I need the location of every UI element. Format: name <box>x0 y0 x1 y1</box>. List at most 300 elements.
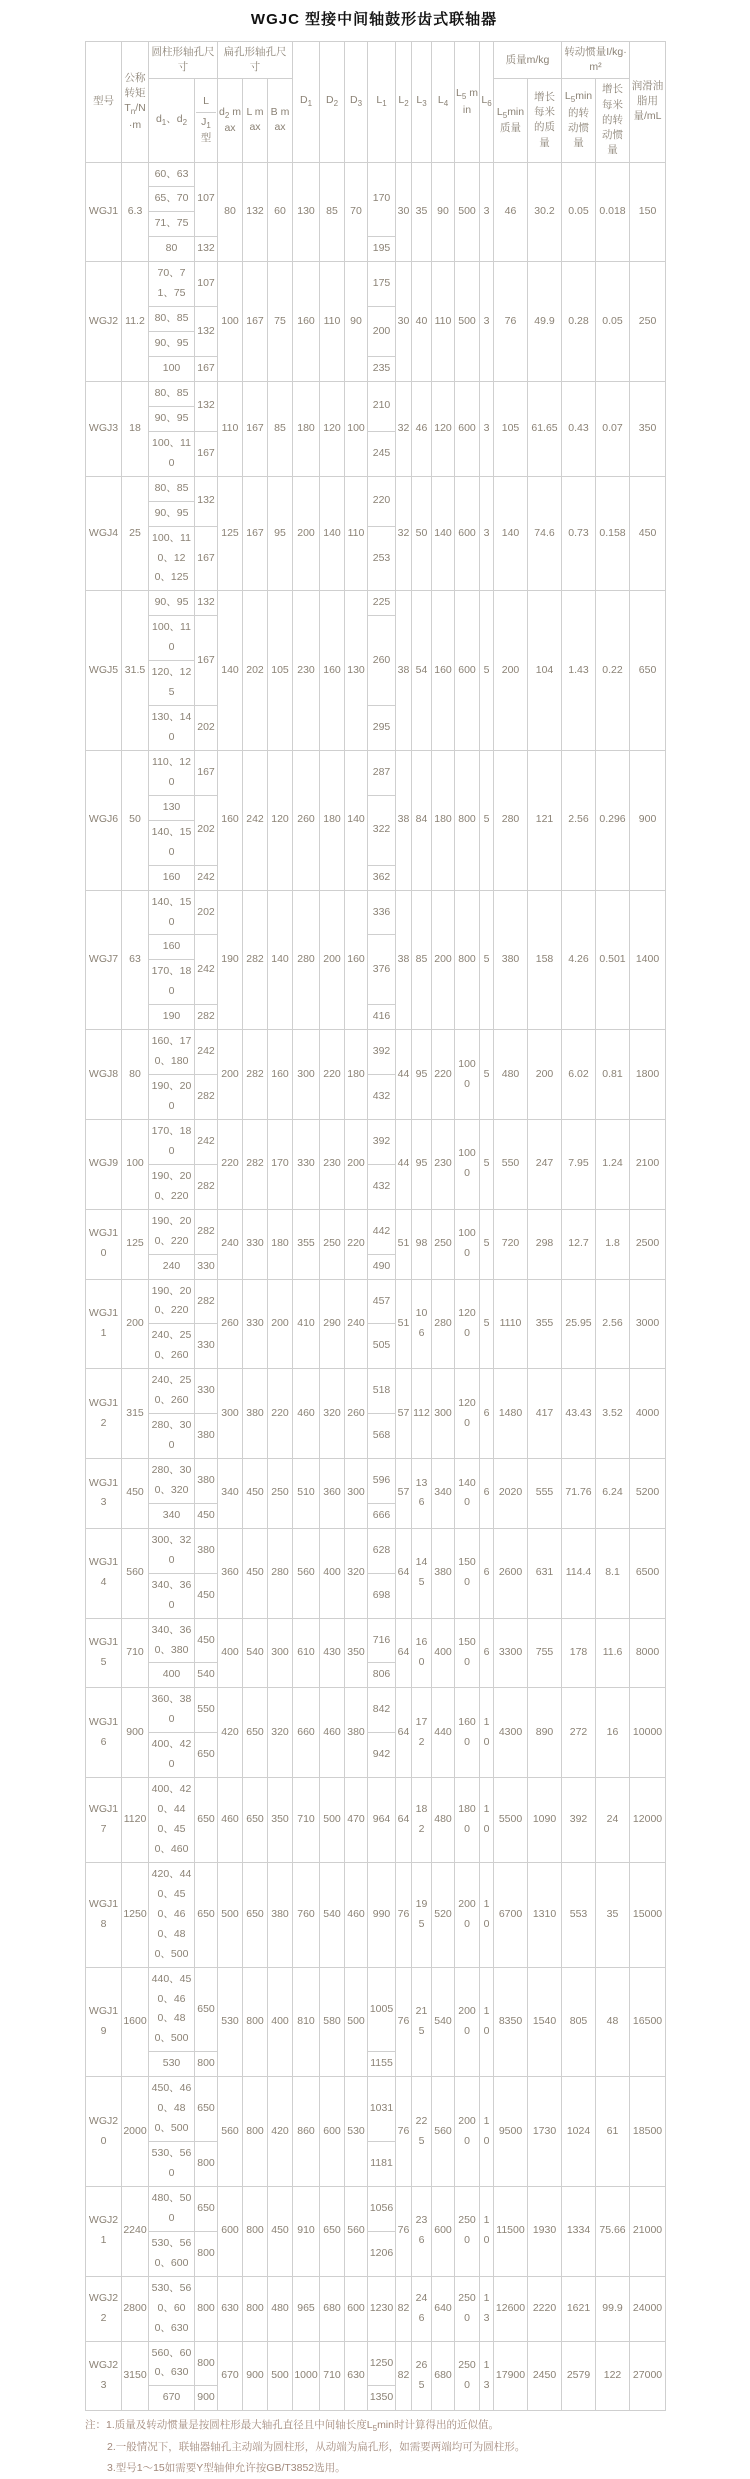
bore-L-cell: 650 <box>195 1862 218 1967</box>
D1-cell: 355 <box>293 1209 320 1279</box>
torque-cell: 450 <box>122 1459 149 1529</box>
bore-d-cell: 100、110 <box>149 616 195 661</box>
d2max-cell: 80 <box>218 162 243 262</box>
inertia_L5min-cell: 25.95 <box>562 1279 596 1369</box>
d2max-cell: 200 <box>218 1030 243 1120</box>
Bmax-cell: 380 <box>268 1862 293 1967</box>
D2-cell: 160 <box>320 591 345 751</box>
L2-cell: 51 <box>396 1209 412 1279</box>
L2-cell: 82 <box>396 2341 412 2411</box>
grease-cell: 1400 <box>630 890 666 1030</box>
D3-cell: 220 <box>345 1209 368 1279</box>
L6-cell: 5 <box>480 890 494 1030</box>
L4-cell: 230 <box>432 1119 455 1209</box>
bore-d-cell: 130、140 <box>149 706 195 751</box>
inertia_L5min-cell: 0.28 <box>562 262 596 382</box>
Bmax-cell: 300 <box>268 1618 293 1688</box>
mass_L5min-cell: 480 <box>494 1030 528 1120</box>
Lmax-cell: 282 <box>243 1119 268 1209</box>
bore-L-cell: 650 <box>195 2077 218 2142</box>
bore-L-cell: 900 <box>195 2386 218 2411</box>
bore-d-cell: 240、250、260 <box>149 1369 195 1414</box>
inertia_per_m-cell: 75.66 <box>596 2186 630 2276</box>
bore-L-cell: 167 <box>195 616 218 706</box>
inertia_L5min-cell: 1024 <box>562 2077 596 2187</box>
table-row-WGJ14 <box>86 1528 666 1573</box>
L5min-cell: 2000 <box>455 2077 480 2187</box>
torque-cell: 710 <box>122 1618 149 1688</box>
model-cell: WGJ20 <box>86 2077 122 2187</box>
grease-cell: 12000 <box>630 1778 666 1863</box>
L5min-cell: 600 <box>455 591 480 751</box>
inertia_per_m-cell: 6.24 <box>596 1459 630 1529</box>
inertia_L5min-cell: 553 <box>562 1862 596 1967</box>
bore-d-cell: 340 <box>149 1503 195 1528</box>
D1-cell: 710 <box>293 1778 320 1863</box>
L2-cell: 38 <box>396 890 412 1030</box>
D2-cell: 230 <box>320 1119 345 1209</box>
D2-cell: 360 <box>320 1459 345 1529</box>
L2-cell: 76 <box>396 1967 412 2077</box>
bore-d-cell: 90、95 <box>149 332 195 357</box>
bore-L-cell: 242 <box>195 865 218 890</box>
D1-cell: 160 <box>293 262 320 382</box>
inertia_L5min-cell: 272 <box>562 1688 596 1778</box>
Bmax-cell: 120 <box>268 750 293 890</box>
inertia_per_m-cell: 0.22 <box>596 591 630 751</box>
table-row-WGJ9 <box>86 1119 666 1164</box>
inertia_L5min-cell: 1621 <box>562 2276 596 2341</box>
Bmax-cell: 60 <box>268 162 293 262</box>
D1-cell: 910 <box>293 2186 320 2276</box>
L4-cell: 440 <box>432 1688 455 1778</box>
bore-L-cell: 132 <box>195 307 218 357</box>
bore-L-cell: 242 <box>195 1119 218 1164</box>
bore-d-cell: 530、560、600 <box>149 2231 195 2276</box>
D2-cell: 710 <box>320 2341 345 2411</box>
bore-d-cell: 420、440、450、460、480、500 <box>149 1862 195 1967</box>
bore-d-cell: 110、120 <box>149 750 195 795</box>
D2-cell: 220 <box>320 1030 345 1120</box>
L2-cell: 38 <box>396 750 412 890</box>
bore-L-cell: 282 <box>195 1279 218 1324</box>
D2-cell: 200 <box>320 890 345 1030</box>
L2-cell: 76 <box>396 2186 412 2276</box>
L4-cell: 120 <box>432 381 455 476</box>
torque-cell: 2800 <box>122 2276 149 2341</box>
model-cell: WGJ9 <box>86 1119 122 1209</box>
inertia_per_m-cell: 2.56 <box>596 1279 630 1369</box>
grease-cell: 24000 <box>630 2276 666 2341</box>
D1-cell: 200 <box>293 476 320 591</box>
L4-cell: 200 <box>432 890 455 1030</box>
torque-cell: 1600 <box>122 1967 149 2077</box>
col-header-L3: $L_3$ <box>412 42 432 163</box>
L1-cell: 1230 <box>368 2276 396 2341</box>
mass_per_m-cell: 2220 <box>528 2276 562 2341</box>
D3-cell: 470 <box>345 1778 368 1863</box>
D1-cell: 130 <box>293 162 320 262</box>
mass_per_m-cell: 555 <box>528 1459 562 1529</box>
bore-L-cell: 380 <box>195 1528 218 1573</box>
L1-cell: 245 <box>368 431 396 476</box>
L5min-cell: 2500 <box>455 2186 480 2276</box>
mass_L5min-cell: 720 <box>494 1209 528 1279</box>
table-row-WGJ3 <box>86 381 666 406</box>
col-header-mass-L5min: $L_5\min$ 质量 <box>494 79 528 162</box>
inertia_per_m-cell: 48 <box>596 1967 630 2077</box>
L5min-cell: 1400 <box>455 1459 480 1529</box>
bore-d-cell: 400、420、440、450、460 <box>149 1778 195 1863</box>
d2max-cell: 560 <box>218 2077 243 2187</box>
bore-L-cell: 650 <box>195 2186 218 2231</box>
L3-cell: 35 <box>412 162 432 262</box>
bore-L-cell: 202 <box>195 706 218 751</box>
mass_per_m-cell: 121 <box>528 750 562 890</box>
mass_L5min-cell: 3300 <box>494 1618 528 1688</box>
L5min-cell: 800 <box>455 750 480 890</box>
D3-cell: 560 <box>345 2186 368 2276</box>
mass_L5min-cell: 2600 <box>494 1528 528 1618</box>
Lmax-cell: 900 <box>243 2341 268 2411</box>
mass_L5min-cell: 200 <box>494 591 528 751</box>
d2max-cell: 140 <box>218 591 243 751</box>
L2-cell: 57 <box>396 1369 412 1459</box>
mass_per_m-cell: 30.2 <box>528 162 562 262</box>
torque-cell: 2240 <box>122 2186 149 2276</box>
Bmax-cell: 500 <box>268 2341 293 2411</box>
header-J1-type-label: $J_1$型 <box>200 115 212 145</box>
model-cell: WGJ6 <box>86 750 122 890</box>
bore-d-cell: 560、600、630 <box>149 2341 195 2386</box>
mass_L5min-cell: 6700 <box>494 1862 528 1967</box>
bore-d-cell: 80 <box>149 237 195 262</box>
grease-cell: 250 <box>630 262 666 382</box>
bore-L-cell: 450 <box>195 1573 218 1618</box>
bore-d-cell: 190、200、220 <box>149 1209 195 1254</box>
L3-cell: 85 <box>412 890 432 1030</box>
mass_L5min-cell: 5500 <box>494 1778 528 1863</box>
L5min-cell: 2500 <box>455 2276 480 2341</box>
model-cell: WGJ8 <box>86 1030 122 1120</box>
mass_L5min-cell: 17900 <box>494 2341 528 2411</box>
spec-table-header <box>86 42 666 163</box>
L6-cell: 5 <box>480 1209 494 1279</box>
L1-cell: 698 <box>368 1573 396 1618</box>
mass_per_m-cell: 1090 <box>528 1778 562 1863</box>
bore-d-cell: 100、110 <box>149 431 195 476</box>
D3-cell: 180 <box>345 1030 368 1120</box>
bore-d-cell: 280、300 <box>149 1414 195 1459</box>
L4-cell: 540 <box>432 1967 455 2077</box>
Lmax-cell: 800 <box>243 1967 268 2077</box>
grease-cell: 150 <box>630 162 666 262</box>
L6-cell: 5 <box>480 1030 494 1120</box>
col-header-L5min: $L_5$ min <box>455 42 480 163</box>
bore-L-cell: 167 <box>195 750 218 795</box>
grease-cell: 450 <box>630 476 666 591</box>
D2-cell: 400 <box>320 1528 345 1618</box>
table-row-WGJ21 <box>86 2186 666 2231</box>
D1-cell: 410 <box>293 1279 320 1369</box>
D3-cell: 630 <box>345 2341 368 2411</box>
L1-cell: 416 <box>368 1005 396 1030</box>
D1-cell: 230 <box>293 591 320 751</box>
L3-cell: 95 <box>412 1119 432 1209</box>
Lmax-cell: 330 <box>243 1279 268 1369</box>
L5min-cell: 1000 <box>455 1030 480 1120</box>
table-row-WGJ13 <box>86 1459 666 1504</box>
inertia_L5min-cell: 7.95 <box>562 1119 596 1209</box>
L1-cell: 175 <box>368 262 396 307</box>
L6-cell: 13 <box>480 2276 494 2341</box>
table-row-WGJ10 <box>86 1209 666 1254</box>
bore-L-cell: 800 <box>195 2142 218 2187</box>
bore-d-cell: 80、85 <box>149 381 195 406</box>
table-row-WGJ7 <box>86 890 666 935</box>
note-item-1: 1.质量及转动惯量是按圆柱形最大轴孔直径且中间轴长度$L_5\min$时计算得出的近似值。 <box>106 2419 499 2434</box>
inertia_per_m-cell: 0.81 <box>596 1030 630 1120</box>
table-row-WGJ20 <box>86 2077 666 2142</box>
table-row-WGJ6 <box>86 750 666 795</box>
model-cell: WGJ17 <box>86 1778 122 1863</box>
L3-cell: 112 <box>412 1369 432 1459</box>
D1-cell: 460 <box>293 1369 320 1459</box>
model-cell: WGJ1 <box>86 162 122 262</box>
table-row-WGJ19 <box>86 1967 666 2052</box>
bore-L-cell: 132 <box>195 381 218 431</box>
L3-cell: 172 <box>412 1688 432 1778</box>
L3-cell: 160 <box>412 1618 432 1688</box>
inertia_per_m-cell: 99.9 <box>596 2276 630 2341</box>
col-header-d1d2: $d_1$、$d_2$ <box>149 79 195 162</box>
torque-cell: 900 <box>122 1688 149 1778</box>
Lmax-cell: 132 <box>243 162 268 262</box>
model-cell: WGJ2 <box>86 262 122 382</box>
L1-cell: 432 <box>368 1075 396 1120</box>
L6-cell: 5 <box>480 1279 494 1369</box>
col-header-D1: $D_1$ <box>293 42 320 163</box>
D3-cell: 160 <box>345 890 368 1030</box>
mass_per_m-cell: 890 <box>528 1688 562 1778</box>
bore-L-cell: 330 <box>195 1324 218 1369</box>
model-cell: WGJ23 <box>86 2341 122 2411</box>
inertia_per_m-cell: 1.24 <box>596 1119 630 1209</box>
mass_L5min-cell: 76 <box>494 262 528 382</box>
bore-d-cell: 300、320 <box>149 1528 195 1573</box>
note-item-2: 2.一般情况下，联轴器轴孔主动端为圆柱形，从动端为扁孔形，如需要两端均可为圆柱形。 <box>107 2441 526 2454</box>
bore-d-cell: 70、71、75 <box>149 262 195 307</box>
L2-cell: 82 <box>396 2276 412 2341</box>
L4-cell: 340 <box>432 1459 455 1529</box>
grease-cell: 350 <box>630 381 666 476</box>
inertia_L5min-cell: 4.26 <box>562 890 596 1030</box>
note-line <box>85 2415 663 2437</box>
L5min-cell: 1600 <box>455 1688 480 1778</box>
D1-cell: 330 <box>293 1119 320 1209</box>
col-header-cylindrical-bore: 圆柱形轴孔尺寸 <box>149 42 218 79</box>
inertia_L5min-cell: 12.7 <box>562 1209 596 1279</box>
L3-cell: 225 <box>412 2077 432 2187</box>
L4-cell: 480 <box>432 1778 455 1863</box>
col-header-mass-group: 质量m/kg <box>494 42 562 79</box>
mass_per_m-cell: 247 <box>528 1119 562 1209</box>
L1-cell: 1250 <box>368 2341 396 2386</box>
Bmax-cell: 200 <box>268 1279 293 1369</box>
d2max-cell: 240 <box>218 1209 243 1279</box>
D2-cell: 500 <box>320 1778 345 1863</box>
L5min-cell: 1200 <box>455 1369 480 1459</box>
d2max-cell: 500 <box>218 1862 243 1967</box>
Bmax-cell: 170 <box>268 1119 293 1209</box>
bore-L-cell: 800 <box>195 2276 218 2341</box>
inertia_L5min-cell: 43.43 <box>562 1369 596 1459</box>
d2max-cell: 460 <box>218 1778 243 1863</box>
D2-cell: 460 <box>320 1688 345 1778</box>
d2max-cell: 100 <box>218 262 243 382</box>
L2-cell: 32 <box>396 476 412 591</box>
inertia_L5min-cell: 1.43 <box>562 591 596 751</box>
D1-cell: 280 <box>293 890 320 1030</box>
inertia_L5min-cell: 178 <box>562 1618 596 1688</box>
table-row-WGJ5 <box>86 591 666 616</box>
L3-cell: 98 <box>412 1209 432 1279</box>
Lmax-cell: 800 <box>243 2186 268 2276</box>
L5min-cell: 1000 <box>455 1209 480 1279</box>
D2-cell: 140 <box>320 476 345 591</box>
d2max-cell: 360 <box>218 1528 243 1618</box>
L6-cell: 10 <box>480 2077 494 2187</box>
bore-d-cell: 400 <box>149 1663 195 1688</box>
col-header-grease: 润滑油脂用量/mL <box>630 42 666 163</box>
grease-cell: 18500 <box>630 2077 666 2187</box>
col-header-L1: $L_1$ <box>368 42 396 163</box>
L6-cell: 10 <box>480 1862 494 1967</box>
D3-cell: 70 <box>345 162 368 262</box>
bore-L-cell: 107 <box>195 262 218 307</box>
inertia_per_m-cell: 11.6 <box>596 1618 630 1688</box>
L1-cell: 842 <box>368 1688 396 1733</box>
col-header-L6: $L_6$ <box>480 42 494 163</box>
D1-cell: 180 <box>293 381 320 476</box>
bore-L-cell: 167 <box>195 431 218 476</box>
D3-cell: 260 <box>345 1369 368 1459</box>
mass_L5min-cell: 8350 <box>494 1967 528 2077</box>
L2-cell: 30 <box>396 162 412 262</box>
torque-cell: 560 <box>122 1528 149 1618</box>
Lmax-cell: 650 <box>243 1688 268 1778</box>
bore-L-cell: 330 <box>195 1254 218 1279</box>
L4-cell: 250 <box>432 1209 455 1279</box>
d2max-cell: 110 <box>218 381 243 476</box>
L5min-cell: 600 <box>455 476 480 591</box>
mass_per_m-cell: 104 <box>528 591 562 751</box>
mass_per_m-cell: 74.6 <box>528 476 562 591</box>
bore-d-cell: 80、85 <box>149 476 195 501</box>
grease-cell: 900 <box>630 750 666 890</box>
d2max-cell: 125 <box>218 476 243 591</box>
L6-cell: 10 <box>480 1688 494 1778</box>
model-cell: WGJ12 <box>86 1369 122 1459</box>
L5min-cell: 1800 <box>455 1778 480 1863</box>
torque-cell: 80 <box>122 1030 149 1120</box>
L1-cell: 716 <box>368 1618 396 1663</box>
L4-cell: 110 <box>432 262 455 382</box>
grease-cell: 4000 <box>630 1369 666 1459</box>
inertia_L5min-cell: 392 <box>562 1778 596 1863</box>
L1-cell: 442 <box>368 1209 396 1254</box>
grease-cell: 15000 <box>630 1862 666 1967</box>
note-item-3: 3.型号1～15如需要Y型轴伸允许按GB/T3852选用。 <box>107 2462 346 2475</box>
grease-cell: 8000 <box>630 1618 666 1688</box>
L6-cell: 10 <box>480 1967 494 2077</box>
Lmax-cell: 167 <box>243 262 268 382</box>
D2-cell: 650 <box>320 2186 345 2276</box>
Lmax-cell: 202 <box>243 591 268 751</box>
L5min-cell: 1000 <box>455 1119 480 1209</box>
D3-cell: 240 <box>345 1279 368 1369</box>
D3-cell: 300 <box>345 1459 368 1529</box>
inertia_L5min-cell: 6.02 <box>562 1030 596 1120</box>
mass_L5min-cell: 550 <box>494 1119 528 1209</box>
model-cell: WGJ4 <box>86 476 122 591</box>
inertia_per_m-cell: 8.1 <box>596 1528 630 1618</box>
torque-cell: 31.5 <box>122 591 149 751</box>
model-cell: WGJ15 <box>86 1618 122 1688</box>
d2max-cell: 300 <box>218 1369 243 1459</box>
Bmax-cell: 95 <box>268 476 293 591</box>
bore-L-cell: 132 <box>195 591 218 616</box>
L4-cell: 680 <box>432 2341 455 2411</box>
bore-L-cell: 800 <box>195 2052 218 2077</box>
model-cell: WGJ5 <box>86 591 122 751</box>
L1-cell: 336 <box>368 890 396 935</box>
Bmax-cell: 280 <box>268 1528 293 1618</box>
grease-cell: 27000 <box>630 2341 666 2411</box>
bore-d-cell: 340、360 <box>149 1573 195 1618</box>
model-cell: WGJ14 <box>86 1528 122 1618</box>
inertia_L5min-cell: 114.4 <box>562 1528 596 1618</box>
mass_per_m-cell: 158 <box>528 890 562 1030</box>
L1-cell: 505 <box>368 1324 396 1369</box>
torque-cell: 11.2 <box>122 262 149 382</box>
table-row-WGJ18 <box>86 1862 666 1967</box>
bore-L-cell: 800 <box>195 2231 218 2276</box>
L1-cell: 225 <box>368 591 396 616</box>
d2max-cell: 190 <box>218 890 243 1030</box>
Lmax-cell: 800 <box>243 2077 268 2187</box>
L3-cell: 40 <box>412 262 432 382</box>
L1-cell: 1206 <box>368 2231 396 2276</box>
mass_L5min-cell: 2020 <box>494 1459 528 1529</box>
torque-cell: 6.3 <box>122 162 149 262</box>
bore-d-cell: 100、110、120、125 <box>149 526 195 591</box>
col-header-inertia-group: 转动惯量I/kg·m² <box>562 42 630 79</box>
L2-cell: 38 <box>396 591 412 751</box>
bore-d-cell: 240、250、260 <box>149 1324 195 1369</box>
L2-cell: 76 <box>396 2077 412 2187</box>
table-row-WGJ12 <box>86 1369 666 1414</box>
bore-L-cell: 450 <box>195 1618 218 1663</box>
D3-cell: 460 <box>345 1862 368 1967</box>
mass_L5min-cell: 140 <box>494 476 528 591</box>
L4-cell: 560 <box>432 2077 455 2187</box>
bore-d-cell: 60、63 <box>149 162 195 187</box>
table-row-WGJ8 <box>86 1030 666 1075</box>
L4-cell: 220 <box>432 1030 455 1120</box>
L4-cell: 400 <box>432 1618 455 1688</box>
bore-d-cell: 90、95 <box>149 501 195 526</box>
